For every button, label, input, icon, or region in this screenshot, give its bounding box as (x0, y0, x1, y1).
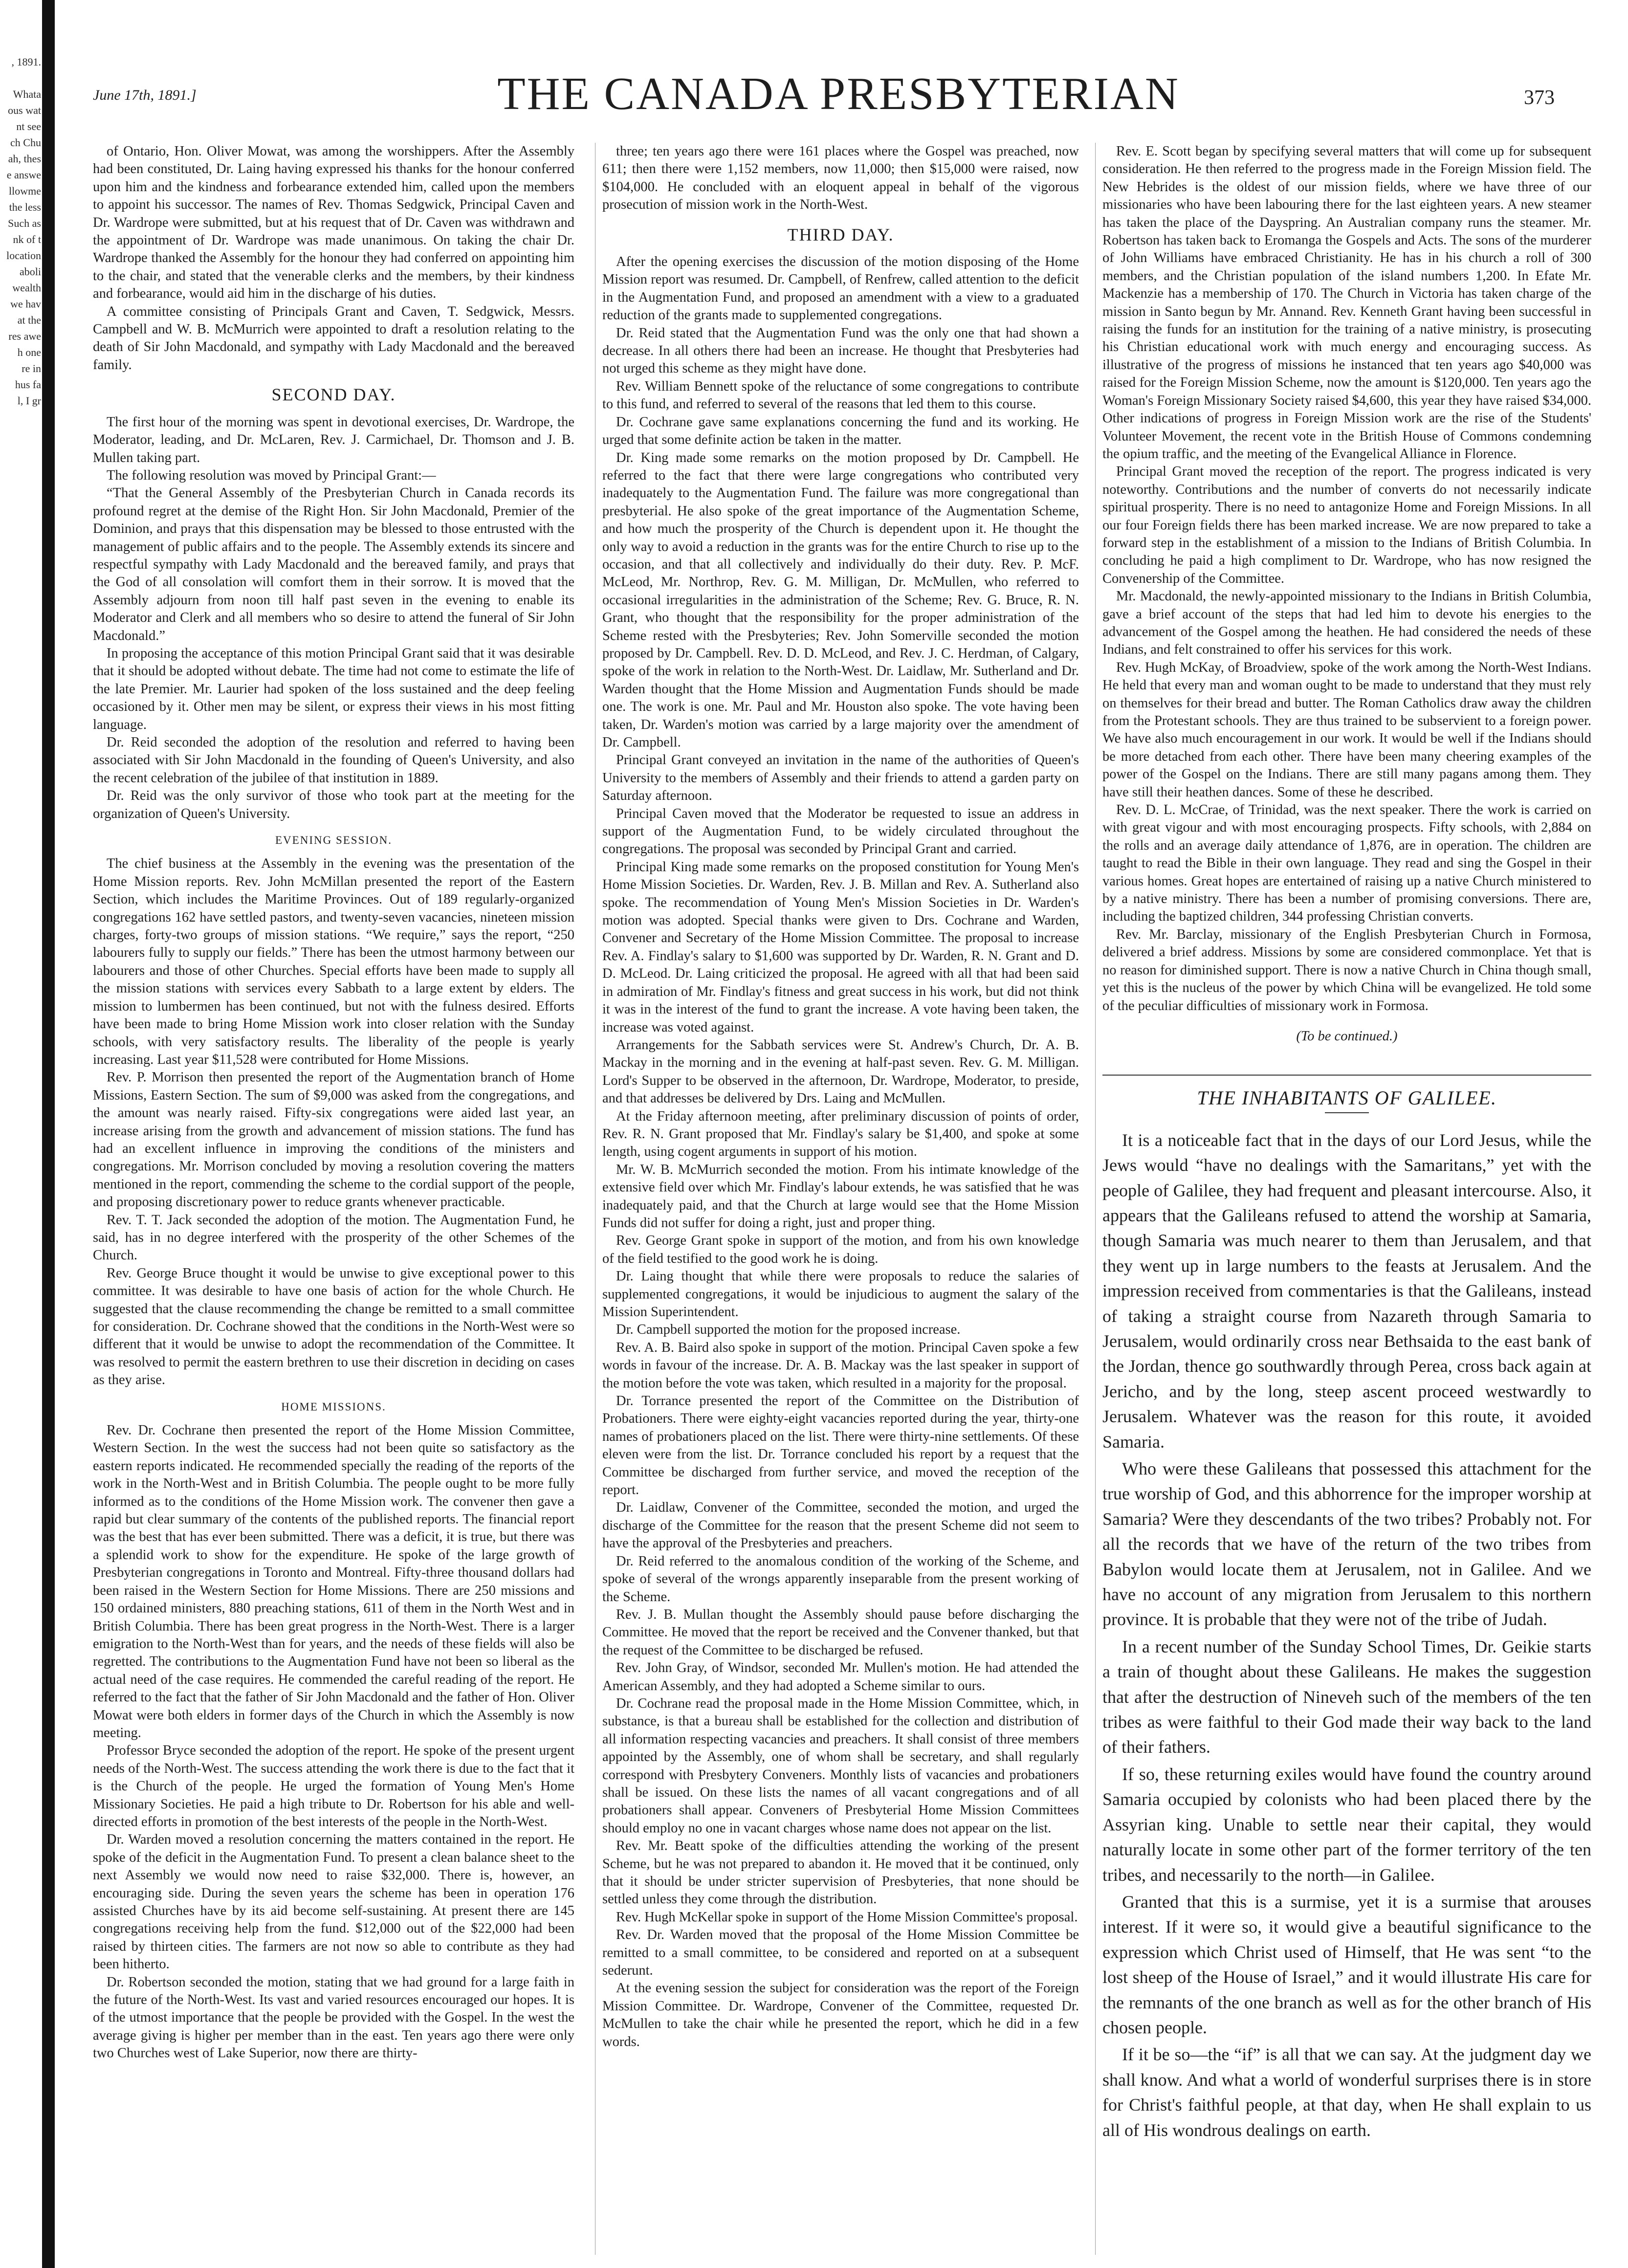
gutter-fragment: Such as (8, 217, 41, 229)
paragraph: Dr. Torrance presented the report of the Committee on the Distribution of Probationers. There were eighty-eight vacancies reported during the year, thirty-one names of probationers placed on the list. There were thirty-nine settlements. Of these eleven were from the list. Dr. Torrance concluded his report by a request that the Committee be discharged from further service, and moved the reception of the report. (602, 1393, 1079, 1498)
issue-date: June 17th, 1891.] (93, 87, 197, 103)
heading-second-day: SECOND DAY. (271, 385, 396, 405)
paragraph: Rev. Mr. Barclay, missionary of the English Presbyterian Church in Formosa, delivered a brief address. Missions by some are considered commonplace. Yet that is no reason for diminished support. There is now a native Church in China though small, yet this is the nucleus of the power by which China will be evangelized. He told some of the peculiar difficulties of missionary work in Formosa. (1102, 926, 1591, 1013)
paragraph: After the opening exercises the discussion of the motion disposing of the Home Mission report was resumed. Dr. Campbell, of Renfrew, called attention to the deficit in the Augmentation Fund, and proposed an amendment with a view to a graduated reduction of the grants made to supplemented congregations. (602, 254, 1079, 323)
masthead: THE CANADA PRESBYTERIAN (497, 68, 1180, 119)
paragraph: Dr. Reid seconded the adoption of the resolution and referred to having been associated with Sir John Macdonald in the founding of Queen's University, and also the recent celebration of the jubilee of that institution in 1889. (93, 735, 574, 786)
paragraph: Dr. Warden moved a resolution concerning the matters contained in the report. He spoke of the deficit in the Augmentation Fund. To present a clean balance sheet to the next Assembly we would now need to raise $32,000. There is, however, an encouraging side. During the seven years the scheme has been in operation 176 assisted Churches have by its aid become self-sustaining. At present there are 145 congregations receiving help from the fund. $12,000 out of the $22,000 had been raised by thirteen cities. The farmers are not now so able to contribute as they had been hitherto. (93, 1832, 574, 1972)
evening-session-body (93, 855, 574, 1389)
gutter-fragment: hus fa (15, 378, 41, 391)
heading-home-missions: HOME MISSIONS. (281, 1400, 386, 1413)
paragraph: Rev. Hugh McKellar spoke in support of the Home Mission Committee's proposal. (616, 1909, 1078, 1925)
paragraph: Rev. P. Morrison then presented the report of the Augmentation branch of Home Missions, Eastern Section. The sum of $9,000 was asked from the congregations, and the amount was nearly raised. Fifty-six congregations were aided last year, an increase arising from the growth and advancement of mission stations. The fund has had an excellent influence in improving the conditions of the ministers and congregations. Mr. Morrison concluded by moving a resolution covering the matters mentioned in the report, commending the scheme to the cordial support of the people, and proposing discretionary power to reduce grants whenever practicable. (93, 1070, 574, 1210)
paragraph: Professor Bryce seconded the adoption of the report. He spoke of the present urgent needs of the North-West. The success attending the work there is due to the fact that it is the Church of the people. He urged the formation of Young Men's Home Missionary Societies. He paid a high tribute to Dr. Robertson for his able and well-directed efforts in promotion of the best interests of the people in the North-West. (93, 1743, 574, 1829)
second-day-body (93, 414, 574, 823)
section-divider (1102, 1075, 1591, 1076)
paragraph: The following resolution was moved by Principal Grant:— (107, 467, 436, 483)
gutter-fragment: nk of t (13, 233, 41, 245)
gutter-fragment: llowme (9, 185, 41, 197)
gutter-fragment: , 1891. (11, 56, 41, 68)
page-header (93, 58, 1584, 136)
binding-spine (42, 0, 55, 2268)
gutter-fragment: aboli (20, 265, 41, 278)
paragraph: Mr. Macdonald, the newly-appointed missionary to the Indians in British Columbia, gave a brief account of the steps that had led him to devote his energies to the advancement of the Gospel among the heathen. He had considered the needs of these Indians, and felt constrained to offer his services for this work. (1102, 589, 1591, 658)
gutter-fragment: l, I gr (17, 395, 41, 407)
paragraph: Arrangements for the Sabbath services were St. Andrew's Church, Dr. A. B. Mackay in the morning and in the evening at half-past seven. Rev. G. M. Milligan. Lord's Supper to be observed in the afternoon, Dr. Wardrope, Moderator, to preside, and that addresses be delivered by Drs. Laing and McMullen. (602, 1037, 1079, 1106)
paragraph: Rev. E. Scott began by specifying several matters that will come up for subsequent consideration. He then referred to the progress made in the Foreign Mission field. The New Hebrides is the oldest of our mission fields, where we have three of our missionaries who have been labouring there for the last eighteen years. A new steamer has taken the place of the Dayspring. An Australian company runs the steamer. Mr. Robertson has taken back to Eromanga the Gospels and Acts. The sons of the murderer of John Williams have embraced Christianity. He has in his church a roll of 300 members, and the Christian population of the island numbers 1,200. In Efate Mr. Mackenzie has a membership of 170. The Church in Victoria has taken charge of the mission in Santo begun by Mr. Annand. Rev. Kenneth Grant having been successful in raising the funds for an institution for the training of a native ministry, is prosecuting his Christian educational work with much energy and encouraging success. As illustrative of the progress of missions he instanced that ten years ago $40,000 was raised for the Foreign Mission Scheme, now the amount is $120,000. Ten years ago the Woman's Foreign Missionary Society raised $4,600, this year they have raised $34,000. Other indications of progress in Foreign Mission work are the rise of the Students' Volunteer Movement, the recent vote in the British House of Commons condemning the opium traffic, and the meeting of the Evangelical Alliance in Florence. (1102, 144, 1591, 462)
foreign-mission-body (1102, 143, 1591, 1015)
paragraph: Dr. Reid was the only survivor of those who took part at the meeting for the organization of Queen's University. (93, 788, 574, 821)
paragraph: Dr. Reid stated that the Augmentation Fund was the only one that had shown a decrease. In all others there had been an increase. He thought that Presbyteries had not urged this scheme as they might have done. (602, 325, 1079, 376)
paragraph: Dr. Reid referred to the anomalous condition of the working of the Scheme, and spoke of several of the wrongs apparently inseparable from the present working of the Scheme. (602, 1553, 1079, 1605)
page-number: 373 (1524, 87, 1555, 109)
paragraph: At the evening session the subject for consideration was the report of the Foreign Mission Committee. Dr. Wardrope, Convener of the Committee, requested Dr. McMullen to take the chair while he presented the report, which he did in a few words. (602, 1981, 1079, 2049)
paragraph: Dr. Laidlaw, Convener of the Committee, seconded the motion, and urged the discharge of the Committee for the reason that the present Scheme did not seem to have the approval of the Presbyteries and preachers. (602, 1500, 1079, 1551)
column-3 (1095, 143, 1591, 2255)
paragraph: Dr. Campbell supported the motion for the proposed increase. (616, 1322, 961, 1338)
paragraph: Dr. Robertson seconded the motion, stating that we had ground for a large faith in the future of the North-West. Its vast and varied resources encouraged our hopes. It is of the utmost importance that the people be provided with the Gospel. In the west the average giving is higher per member than in the east. Ten years ago there were only two Churches west of Lake Superior, now there are thirty- (93, 1974, 574, 2061)
paragraph: Principal Grant moved the reception of the report. The progress indicated is very noteworthy. Contributions and the number of converts do not necessarily indicate spiritual prosperity. There is no need to antagonize Home and Foreign Missions. In all our four Foreign fields there has been marked increase. We are now prepared to take a forward step in the establishment of a mission to the Indians of British Columbia. In concluding he paid a high compliment to Dr. Wardrope, who has now resigned the Convenership of the Committee. (1102, 464, 1591, 586)
paragraph: Who were these Galileans that possessed this attachment for the true worship of God, and this abhorrence for the improper worship at Samaria? Were they descendants of the two tribes? Probably not. For all the records that we have of the return of the two tribes from Babylon would locate them at Jerusalem, not in Galilee. And we have no account of any migration from Jerusalem to this northern province. It is probable that they were not of the tribe of Judah. (1102, 1459, 1591, 1629)
paragraph: Rev. T. T. Jack seconded the adoption of the motion. The Augmentation Fund, he said, has in no degree interfered with the prosperity of the other Schemes of the Church. (93, 1212, 574, 1263)
gutter-fragment: Whata (13, 88, 41, 100)
paragraph: If it be so—the “if” is all that we can say. At the judgment day we shall know. And what a world of wonderful surprises there is in store for Christ's faithful people, at that day, when He shall explain to us all of His wondrous dealings on earth. (1102, 2045, 1591, 2140)
paragraph: It is a noticeable fact that in the days of our Lord Jesus, while the Jews would “have no dealings with the Samaritans,” yet with the people of Galilee, they had frequent and pleasant intercourse. Also, it appears that the Galileans refused to attend the worship at Samaria, though Samaria was much nearer to them than Jerusalem, and that they went up in large numbers to the feasts at Jerusalem. And the impression received from commentaries is that the Galileans, instead of taking a straight course from Nazareth through Samaria to Jerusalem, would ordinarily cross near Bethsaida to the east bank of the Jordan, thence go southwardly through Perea, cross back again at Jericho, and by the long, steep ascent proceed westwardly to Jerusalem. Whatever was the reason for this route, it avoided Samaria. (1102, 1130, 1591, 1452)
paragraph: Rev. A. B. Baird also spoke in support of the motion. Principal Caven spoke a few words in favour of the increase. Dr. A. B. Mackay was the last speaker in support of the motion before the vote was taken, which resulted in a majority for the proposal. (602, 1340, 1079, 1391)
gutter-fragment: h one (17, 346, 41, 358)
home-missions-body (93, 1422, 574, 2063)
gutter-fragment: location (6, 249, 41, 262)
paragraph: The chief business at the Assembly in the evening was the presentation of the Home Mission reports. Rev. John McMillan presented the report of the Eastern Section, which includes the Maritime Provinces. Out of 189 regularly-organized congregations 162 have settled pastors, and twenty-seven vacancies, nineteen mission charges, forty-two groups of mission stations. “We require,” says the report, “250 labourers fully to supply our fields.” There has been the utmost harmony between our labourers and those of other Churches. Special efforts have been made to supply all the mission stations with services every Sabbath to a large extent by elders. The mission to lumbermen has been continued, but not with the fulness desired. Efforts have been made to bring Home Mission work into closer relation with the Sunday schools, with very satisfactory results. The liberality of the people is yearly increasing. Last year $11,528 were contributed for Home Missions. (93, 856, 574, 1067)
galilee-article-body (1102, 1128, 1591, 2143)
gutter-fragment: e answe (6, 169, 41, 181)
adjacent-page-gutter (0, 0, 55, 2268)
heading-third-day: THIRD DAY. (787, 224, 894, 244)
gutter-fragment: wealth (12, 282, 41, 294)
paragraph: Dr. Laing thought that while there were proposals to reduce the salaries of supplemented congregations, it would be injudicious to augment the salary of the Mission Superintendent. (602, 1269, 1079, 1320)
paragraph: Granted that this is a surmise, yet it is a surmise that arouses interest. If it were so, it would give a beautiful significance to the expression which Christ used of Himself, that He was sent “to the lost sheep of the House of Israel,” and it would illustrate His care for the remnants of the one branch as well as for the other branch of His chosen people. (1102, 1892, 1591, 2037)
paragraph: Dr. Cochrane read the proposal made in the Home Mission Committee, which, in substance, is that a bureau shall be established for the collection and distribution of all information respecting vacancies and preachers. It shall consist of three members appointed by the Assembly, one of whom shall be secretary, and shall regularly correspond with Presbytery Conveners. Monthly lists of vacancies and probationers shall be issued. On these lists the names of all vacant congregations and of all probationers shall appear. Conveners of Presbyterial Home Mission Committees should employ no one in vacant charges whose name does not appear on the list. (602, 1695, 1079, 1836)
paragraph: The first hour of the morning was spent in devotional exercises, Dr. Wardrope, the Moderator, leading, and Dr. McLaren, Rev. J. Carmichael, Dr. Thomson and J. B. Mullen taking part. (93, 414, 574, 465)
paragraph: Rev. Dr. Warden moved that the proposal of the Home Mission Committee be remitted to a small committee, to be considered and reported on at a subsequent sederunt. (602, 1927, 1079, 1979)
gutter-fragment: at the (17, 314, 41, 326)
paragraph: Rev. George Bruce thought it would be unwise to give exceptional power to this committee. It was desirable to have one basis of action for the whole Church. He suggested that the clause recommending the change be remitted to a small committee for consideration. Dr. Cochrane showed that the conditions in the North-West were so different that it would be unwise to adopt the recommendation of the Committee. It was resolved to permit the eastern brethren to use their discretion in deciding on cases as they arise. (93, 1265, 574, 1388)
title-rule (1325, 1112, 1369, 1113)
paragraph: Rev. J. B. Mullan thought the Assembly should pause before discharging the Committee. He moved that the report be received and the Convener thanked, but that the request of the Committee to be discharged be refused. (602, 1607, 1079, 1658)
paragraph: If so, these returning exiles would have found the country around Samaria occupied by colonists who had been placed there by the Assyrian king. Unable to settle near their capital, they would naturally locate in some other part of the former territory of the ten tribes, and necessarily to the north—in Galilee. (1102, 1764, 1591, 1885)
paragraph: Principal King made some remarks on the proposed constitution for Young Men's Home Mission Societies. Dr. Warden, Rev. J. B. Millan and Rev. A. Sutherland also spoke. The recommendation of Young Men's Mission Societies in Dr. Warden's motion was adopted. Special thanks were given to Drs. Cochrane and Warden, Convener and Secretary of the Home Mission Committee. The proposal to increase Rev. A. Findlay's salary to $1,600 was supported by Dr. Warden, R. N. Grant and D. D. McLeod. Dr. Laing criticized the proposal. He agreed with all that had been said in admiration of Mr. Findlay's fitness and great success in his work, but did not think it was in the interest of the fund to grant the increase. A vote having been taken, the increase was voted against. (602, 859, 1079, 1035)
paragraph: Rev. Mr. Beatt spoke of the difficulties attending the working of the present Scheme, but he was not prepared to abandon it. He moved that it be continued, only that it should be under stricter supervision of Presbyteries, that none should be settled unless they come through the distribution. (602, 1838, 1079, 1907)
paragraph: Principal Grant conveyed an invitation in the name of the authorities of Queen's University to the members of Assembly and their friends to attend a garden party on Saturday afternoon. (602, 752, 1079, 804)
paragraph: Mr. W. B. McMurrich seconded the motion. From his intimate knowledge of the extensive field over which Mr. Findlay's labour extends, he was satisfied that he was inadequately paid, and that the Church at large would see that the Home Mission Funds did not suffer for doing a right, just and proper thing. (602, 1162, 1079, 1231)
gutter-fragment: ah, thes (8, 153, 41, 165)
gutter-fragment: re in (22, 362, 41, 374)
gutter-fragment: the less (9, 201, 41, 213)
paragraph: In a recent number of the Sunday School Times, Dr. Geikie starts a train of thought about these Galileans. He makes the suggestion that after the destruction of Nineveh such of the members of the ten tribes as were faithful to their God made their way back to the land of their fathers. (1102, 1636, 1591, 1757)
column-1-intro (93, 143, 574, 374)
gutter-fragment: nt see (16, 120, 41, 132)
paragraph: Rev. George Grant spoke in support of the motion, and from his own knowledge of the field testified to the good work he is doing. (602, 1233, 1079, 1266)
gutter-fragment: ch Chu (10, 136, 41, 149)
column-2 (595, 143, 1079, 2255)
paragraph: Rev. William Bennett spoke of the reluctance of some congregations to contribute to this fund, and referred to several of the reasons that led them to this course. (602, 378, 1079, 412)
paragraph: Principal Caven moved that the Moderator be requested to issue an address in support of the Augmentation Fund, to be widely circulated throughout the congregations. The proposal was seconded by Principal Grant and carried. (602, 806, 1079, 857)
paragraph: Dr. King made some remarks on the motion proposed by Dr. Campbell. He referred to the fact that there were large congregations who contributed very inadequately to the Augmentation Fund. The failure was more congregational than presbyterial. He also spoke of the great importance of the Augmentation Scheme, and how much the prosperity of the Church is dependent upon it. He thought the only way to avoid a reduction in the grants was for the entire Church to rise up to the occasion, and that all collectively and individually do their duty. Rev. P. McF. McLeod, Mr. Northrop, Rev. G. M. Milligan, Dr. McMullen, who referred to occasional irregularities in the administration of the Scheme; Rev. G. Bruce, R. N. Grant, who thought that the responsibility for the proper administration of the Scheme rested with the Presbyteries; Rev. John Somerville seconded the motion proposed by Dr. Campbell. Rev. D. D. McLeod, and Rev. J. C. Herdman, of Calgary, spoke of the work in relation to the North-West. Dr. Laidlaw, Mr. Sutherland and Dr. Warden thought that the Home Mission and Augmentation Funds should be made one. The work is one. Mr. Paul and Mr. Houston also spoke. The vote having been taken, Dr. Warden's motion was carried by a large majority over the amendment of Dr. Campbell. (602, 450, 1079, 750)
third-day-body (602, 253, 1079, 2051)
paragraph: In proposing the acceptance of this motion Principal Grant said that it was desirable that it should be adopted without debate. The time had not come to estimate the life of the late Premier. Mr. Laurier had spoken of the loss sustained and the deep feeling occasioned by it. Other men may be silent, or express their views in his most fitting language. (93, 645, 574, 732)
paragraph: three; ten years ago there were 161 places where the Gospel was preached, now 611; then there were 1,152 members, now 11,000; then $15,000 were raised, now $104,000. He concluded with an eloquent appeal in behalf of the vigorous prosecution of mission work in the North-West. (602, 144, 1079, 213)
column-2-intro (602, 143, 1079, 214)
paragraph: Dr. Cochrane gave same explanations concerning the fund and its working. He urged that some definite action be taken in the matter. (602, 414, 1079, 448)
article-title: THE INHABITANTS OF GALILEE. (1197, 1087, 1497, 1109)
to-be-continued: (To be continued.) (1296, 1028, 1398, 1044)
paragraph: “That the General Assembly of the Presbyterian Church in Canada records its profound regret at the demise of the Right Hon. Sir John Macdonald, Premier of the Dominion, and prays that this dispensation may be blessed to those entrusted with the management of public affairs and to the people. The Assembly extends its sincere and respectful sympathy with Lady Macdonald and the bereaved family, and prays that the God of all consolation will comfort them in their sorrow. It is moved that the Assembly adjourn from noon till half past seven in the evening to enable its Moderator and Clerk and all members who so desire to attend the funeral of Sir John Macdonald.” (93, 485, 574, 643)
paragraph: Rev. D. L. McCrae, of Trinidad, was the next speaker. There the work is carried on with great vigour and with most encouraging prospects. Fifty schools, with 2,884 on the rolls and an average daily attendance of 1,876, are in operation. The children are taught to read the Bible in their own language. They read and sing the Gospel in their various homes. Great hopes are entertained of raising up a native Church ministered to by a native ministry. There has been a number of promising conversions. There are, including the baptized children, 344 professing Christian converts. (1102, 802, 1591, 925)
column-1 (93, 143, 574, 2255)
gutter-fragment: res awe (8, 330, 41, 342)
paragraph: Rev. John Gray, of Windsor, seconded Mr. Mullen's motion. He had attended the American Assembly, and they had adopted a Scheme similar to ours. (602, 1660, 1079, 1694)
paragraph: Rev. Dr. Cochrane then presented the report of the Home Mission Committee, Western Section. In the west the success had not been quite so satisfactory as the eastern reports indicated. He recommended specially the reading of the reports of the work in the North-West and in British Columbia. The people ought to be more fully informed as to the conditions of the Home Mission work. The convener then gave a rapid but clear summary of the contents of the published reports. The financial report was the best that has ever been submitted. There was a deficit, it is true, but there was a splendid work to show for the expenditure. He spoke of the large growth of Presbyterian congregations in Toronto and Montreal. Fifty-three thousand dollars had been raised in the Western Section for Home Missions. There are 250 missions and 150 ordained ministers, 880 preaching stations, 611 of them in the North West and in British Columbia. There has been great progress in the North-West. There is a larger emigration to the North-West than for years, and the needs of these fields will also be regretted. The contributions to the Augmentation Fund have not been so liberal as the actual need of the case requires. He commended the careful reading of the report. He referred to the fact that the father of Sir John Macdonald and the father of Hon. Oliver Mowat were both elders in former days of the Church in which the Assembly is now meeting. (93, 1423, 574, 1740)
gutter-fragment: we hav (10, 298, 41, 310)
paragraph: A committee consisting of Principals Grant and Caven, T. Sedgwick, Messrs. Campbell and W. B. McMurrich were appointed to draft a resolution relating to the death of Sir John Macdonald, and sympathy with Lady Macdonald and the bereaved family. (93, 304, 574, 373)
paragraph: of Ontario, Hon. Oliver Mowat, was among the worshippers. After the Assembly had been constituted, Dr. Laing having expressed his thanks for the honour conferred upon him and the kindness and forbearance extended him, called upon the members to appoint his successor. The names of Rev. Thomas Sedgwick, Principal Caven and Dr. Wardrope were submitted, but at his request that of Dr. Caven was withdrawn and the appointment of Dr. Wardrope was made unanimous. On taking the chair Dr. Wardrope thanked the Assembly for the honour they had conferred on appointing him to the chair, and stated that the venerable clerks and the members, by their kindness and forbearance, would aid him in the discharge of his duties. (93, 144, 574, 302)
paragraph: At the Friday afternoon meeting, after preliminary discussion of points of order, Rev. R. N. Grant proposed that Mr. Findlay's salary be $1,400, and spoke at some length, using cogent arguments in support of his motion. (602, 1108, 1079, 1160)
paragraph: Rev. Hugh McKay, of Broadview, spoke of the work among the North-West Indians. He held that every man and woman ought to be made to understand that they must rely on themselves for their bread and butter. The Roman Catholics draw away the children from the Protestant schools. They are thus trained to be subservient to a foreign power. We have also much encouragement in our work. It would be well if the Indians should be more detached from each other. There have been many cheering examples of the power of the Gospel on the Indians. There are still many pagans among them. They have still their heathen dances. Some of these he described. (1102, 660, 1591, 800)
gutter-fragment: ous wat (8, 104, 41, 116)
heading-evening-session: EVENING SESSION. (275, 834, 392, 847)
